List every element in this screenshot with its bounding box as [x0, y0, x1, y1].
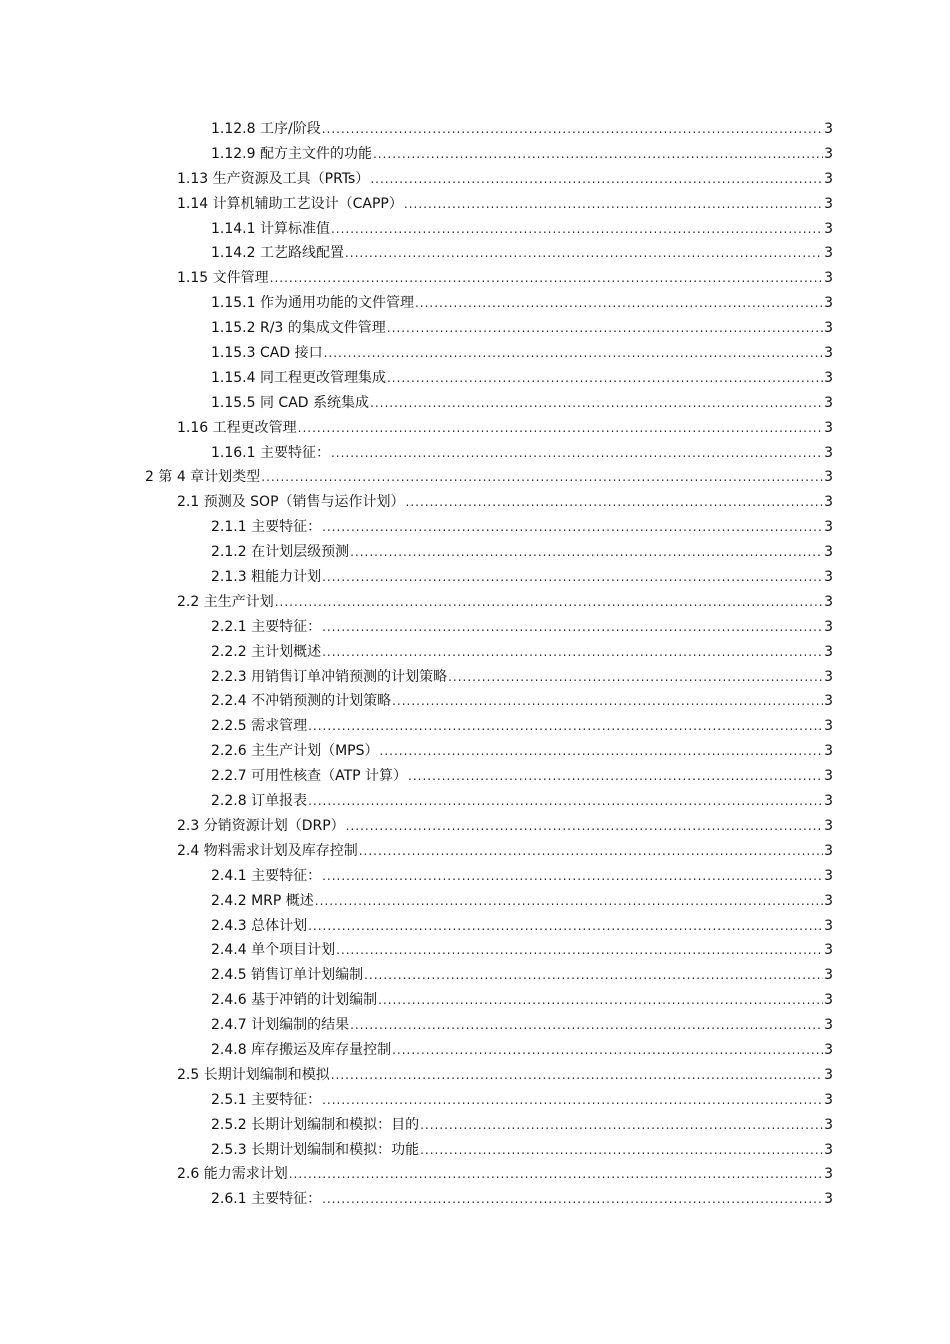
toc-entry-line	[211, 291, 833, 316]
dot-leader	[274, 590, 823, 615]
toc-entry-title: 能力需求计划	[203, 1166, 288, 1183]
dot-leader	[377, 988, 823, 1013]
toc-entry-number: 1.12.8	[211, 121, 256, 137]
toc-entry-line	[211, 1138, 833, 1163]
toc-entry-page-number: 3	[824, 145, 833, 162]
toc-entry-number: 2.3	[177, 817, 200, 834]
toc-entry[interactable]	[0, 291, 950, 316]
dot-leader	[405, 490, 824, 515]
toc-entry[interactable]	[0, 1063, 950, 1088]
toc-entry-title: 主要特征：	[251, 867, 322, 884]
toc-entry[interactable]	[0, 764, 950, 789]
dot-leader	[363, 963, 823, 988]
toc-entry-line	[211, 764, 833, 789]
dot-leader	[447, 665, 823, 690]
dot-leader	[349, 1013, 823, 1038]
toc-entry[interactable]	[0, 739, 950, 764]
toc-entry[interactable]	[0, 714, 950, 739]
toc-entry-page-number: 3	[824, 1041, 833, 1058]
toc-entry-title: 在计划层级预测	[251, 544, 350, 561]
toc-entry-line	[211, 117, 833, 142]
toc-entry-page-number: 3	[824, 369, 833, 386]
dot-leader	[321, 864, 823, 889]
toc-entry-line	[211, 316, 833, 341]
toc-entry-line	[177, 1063, 833, 1088]
toc-entry-page-number: 3	[824, 593, 833, 610]
toc-entry-line	[211, 142, 833, 167]
toc-entry-title: 配方主文件的功能	[259, 145, 372, 162]
toc-entry-title: 主计划概述	[251, 643, 322, 660]
toc-entry-line	[177, 490, 833, 515]
dot-leader	[288, 1162, 823, 1187]
toc-entry-number: 1.15.5	[211, 394, 256, 411]
toc-entry[interactable]	[0, 988, 950, 1013]
toc-entry-number: 2.4.5	[211, 967, 247, 984]
toc-entry-title: 主生产计划	[203, 593, 274, 610]
toc-entry-page-number: 3	[824, 942, 833, 959]
toc-entry-page-number: 3	[824, 1091, 833, 1108]
toc-entry-number: 2.4.1	[211, 867, 247, 884]
toc-entry-number: 2.4.4	[211, 942, 247, 959]
toc-entry-page-number: 3	[824, 1017, 833, 1034]
toc-entry-title: 基于冲销的计划编制	[251, 992, 378, 1009]
toc-entry-line	[211, 1088, 833, 1113]
toc-entry-title: 单个项目计划	[251, 942, 336, 959]
toc-entry[interactable]	[0, 889, 950, 914]
toc-entry-number: 2.2.7	[211, 768, 247, 785]
toc-entry-line	[211, 341, 833, 366]
table-of-contents	[0, 117, 950, 1212]
toc-entry-page-number: 3	[824, 245, 833, 262]
toc-entry-line	[211, 789, 833, 814]
toc-entry[interactable]	[0, 441, 950, 466]
toc-entry-number: 2.2.8	[211, 793, 247, 810]
toc-entry-page-number: 3	[824, 1066, 833, 1083]
toc-entry[interactable]	[0, 341, 950, 366]
toc-entry[interactable]	[0, 1162, 950, 1187]
toc-entry-line	[211, 540, 833, 565]
toc-entry-title: 文件管理	[212, 270, 269, 287]
toc-entry-title: 订单报表	[251, 793, 308, 810]
dot-leader	[335, 938, 823, 963]
toc-entry-line	[211, 1113, 833, 1138]
dot-leader	[358, 839, 823, 864]
toc-entry[interactable]	[0, 864, 950, 889]
toc-entry-title: 长期计划编制和模拟：目的	[251, 1116, 420, 1133]
toc-entry[interactable]	[0, 814, 950, 839]
toc-entry-page-number: 3	[824, 892, 833, 909]
dot-leader	[344, 241, 823, 266]
toc-entry-number: 2.4	[177, 842, 200, 859]
toc-entry-title: 库存搬运及库存量控制	[251, 1041, 392, 1058]
toc-entry-title: 计算标准值	[259, 220, 330, 237]
toc-entry-title: 需求管理	[251, 718, 308, 735]
toc-entry[interactable]	[0, 266, 950, 291]
toc-entry-title: 第 4 章计划类型	[158, 469, 261, 486]
toc-entry-line	[177, 839, 833, 864]
toc-entry[interactable]	[0, 640, 950, 665]
toc-entry-number: 2.1.2	[211, 544, 247, 561]
toc-entry-number: 1.15.3	[211, 345, 256, 362]
toc-entry-number: 2.5.2	[211, 1116, 247, 1133]
toc-entry-line	[211, 889, 833, 914]
toc-entry-number: 2.2.2	[211, 643, 247, 660]
toc-entry-line	[211, 366, 833, 391]
toc-entry[interactable]	[0, 465, 950, 490]
toc-entry-number: 2.4.7	[211, 1017, 247, 1034]
toc-entry-title: 工序/阶段	[259, 121, 321, 137]
toc-entry-line	[177, 416, 833, 441]
toc-entry[interactable]	[0, 590, 950, 615]
toc-entry-line	[211, 441, 833, 466]
toc-entry-line	[211, 1187, 833, 1212]
dot-leader	[369, 167, 823, 192]
toc-entry-line	[211, 640, 833, 665]
toc-entry-number: 2.2.4	[211, 693, 247, 710]
toc-entry-number: 2.2.5	[211, 718, 247, 735]
toc-entry-number: 2.6.1	[211, 1191, 247, 1208]
toc-entry-page-number: 3	[824, 693, 833, 710]
toc-entry-page-number: 3	[824, 295, 833, 312]
dot-leader	[419, 1113, 823, 1138]
toc-entry-title: 销售订单计划编制	[251, 967, 364, 984]
toc-entry-number: 1.15.1	[211, 295, 256, 312]
toc-entry-title: 不冲销预测的计划策略	[251, 693, 392, 710]
toc-entry-title: 粗能力计划	[251, 569, 322, 586]
toc-entry-line	[177, 1162, 833, 1187]
dot-leader	[260, 465, 823, 490]
dot-leader	[307, 789, 823, 814]
dot-leader	[386, 316, 823, 341]
toc-entry[interactable]	[0, 167, 950, 192]
toc-entry[interactable]	[0, 839, 950, 864]
dot-leader	[403, 192, 823, 217]
toc-entry[interactable]	[0, 914, 950, 939]
toc-entry-title: MRP 概述	[251, 892, 314, 909]
toc-entry-number: 2.5.3	[211, 1141, 247, 1158]
dot-leader	[314, 889, 823, 914]
dot-leader	[330, 441, 823, 466]
toc-entry-page-number: 3	[824, 817, 833, 834]
toc-entry-number: 2.4.8	[211, 1041, 247, 1058]
dot-leader	[330, 1063, 823, 1088]
toc-entry[interactable]	[0, 391, 950, 416]
toc-entry-line	[211, 988, 833, 1013]
toc-entry-line	[145, 465, 833, 490]
toc-entry-number: 2.5.1	[211, 1091, 247, 1108]
toc-entry-page-number: 3	[824, 618, 833, 635]
toc-entry-page-number: 3	[824, 967, 833, 984]
toc-entry-page-number: 3	[824, 419, 833, 436]
toc-entry[interactable]	[0, 366, 950, 391]
toc-entry-title: 长期计划编制和模拟	[203, 1066, 330, 1083]
toc-entry-title: 同 CAD 系统集成	[259, 394, 370, 411]
dot-leader	[323, 341, 824, 366]
dot-leader	[321, 640, 823, 665]
dot-leader	[379, 739, 824, 764]
toc-entry[interactable]	[0, 1038, 950, 1063]
toc-entry-number: 1.15	[177, 270, 209, 287]
toc-entry[interactable]	[0, 241, 950, 266]
dot-leader	[307, 714, 823, 739]
toc-entry-number: 2.1.1	[211, 519, 247, 536]
toc-entry-number: 2.1.3	[211, 569, 247, 586]
toc-entry-number: 2.2.1	[211, 618, 247, 635]
toc-entry-title: 可用性核查（ATP 计算）	[251, 768, 408, 785]
toc-entry-page-number: 3	[824, 544, 833, 561]
dot-leader	[345, 814, 823, 839]
toc-entry-line	[177, 266, 833, 291]
toc-entry-number: 1.12.9	[211, 145, 256, 162]
toc-entry-title: 计划编制的结果	[251, 1017, 350, 1034]
toc-entry[interactable]	[0, 142, 950, 167]
toc-entry-number: 2.4.2	[211, 892, 247, 909]
toc-entry-title: 主要特征：	[251, 519, 322, 536]
toc-entry-title: 工程更改管理	[212, 419, 297, 436]
dot-leader	[391, 689, 823, 714]
toc-entry-number: 1.13	[177, 170, 209, 187]
toc-entry-line	[177, 814, 833, 839]
toc-entry-title: 总体计划	[251, 917, 308, 934]
dot-leader	[349, 540, 823, 565]
toc-entry-page-number: 3	[824, 768, 833, 785]
toc-entry[interactable]	[0, 1113, 950, 1138]
dot-leader	[321, 565, 823, 590]
toc-entry-line	[211, 1013, 833, 1038]
toc-entry-line	[211, 217, 833, 242]
toc-entry-number: 2	[145, 469, 154, 486]
toc-entry-title: 主生产计划（MPS）	[251, 743, 379, 760]
toc-entry-line	[211, 739, 833, 764]
dot-leader	[330, 217, 823, 242]
toc-entry-page-number: 3	[824, 1116, 833, 1133]
toc-entry-title: 作为通用功能的文件管理	[259, 295, 414, 312]
toc-entry-page-number: 3	[824, 195, 833, 212]
toc-entry-line	[211, 565, 833, 590]
dot-leader	[369, 391, 823, 416]
dot-leader	[419, 1138, 823, 1163]
toc-entry[interactable]	[0, 540, 950, 565]
toc-entry-title: 生产资源及工具（PRTs）	[212, 170, 370, 187]
toc-entry-number: 2.2.3	[211, 668, 247, 685]
toc-entry[interactable]	[0, 963, 950, 988]
toc-entry-title: 主要特征：	[251, 618, 322, 635]
toc-entry-page-number: 3	[824, 469, 833, 486]
toc-entry[interactable]	[0, 665, 950, 690]
toc-entry[interactable]	[0, 789, 950, 814]
toc-entry[interactable]	[0, 1138, 950, 1163]
toc-entry-page-number: 3	[824, 1191, 833, 1208]
toc-entry-page-number: 3	[824, 668, 833, 685]
toc-entry-page-number: 3	[824, 444, 833, 461]
toc-entry-number: 1.15.2	[211, 320, 256, 337]
toc-entry-title: 工艺路线配置	[259, 245, 344, 262]
toc-entry-line	[177, 167, 833, 192]
toc-entry-page-number: 3	[824, 992, 833, 1009]
toc-entry-number: 2.2.6	[211, 743, 247, 760]
toc-entry[interactable]	[0, 117, 950, 142]
toc-entry-line	[211, 714, 833, 739]
dot-leader	[391, 1038, 823, 1063]
dot-leader	[372, 142, 823, 167]
toc-entry-line	[211, 689, 833, 714]
toc-entry-number: 1.14.2	[211, 245, 256, 262]
dot-leader	[386, 366, 823, 391]
toc-entry-title: 计算机辅助工艺设计（CAPP）	[212, 195, 403, 212]
toc-entry[interactable]	[0, 938, 950, 963]
toc-entry-number: 2.4.3	[211, 917, 247, 934]
toc-entry-page-number: 3	[824, 569, 833, 586]
toc-entry[interactable]	[0, 1187, 950, 1212]
toc-entry-line	[177, 192, 833, 217]
dot-leader	[321, 1187, 823, 1212]
toc-entry-page-number: 3	[824, 270, 833, 287]
toc-entry-page-number: 3	[824, 643, 833, 660]
toc-entry-title: 主要特征：	[259, 444, 330, 461]
dot-leader	[321, 615, 823, 640]
toc-entry[interactable]	[0, 515, 950, 540]
toc-entry-number: 1.16.1	[211, 444, 256, 461]
toc-entry-line	[211, 938, 833, 963]
toc-entry-title: 同工程更改管理集成	[259, 369, 386, 386]
dot-leader	[321, 117, 823, 142]
toc-entry-line	[211, 1038, 833, 1063]
toc-entry-title: 用销售订单冲销预测的计划策略	[251, 668, 448, 685]
toc-entry-title: R/3 的集成文件管理	[259, 320, 386, 337]
toc-entry-title: 物料需求计划及库存控制	[203, 842, 358, 859]
toc-entry[interactable]	[0, 192, 950, 217]
toc-entry-number: 2.6	[177, 1166, 200, 1183]
toc-entry-line	[211, 515, 833, 540]
toc-entry-number: 1.15.4	[211, 369, 256, 386]
toc-entry-page-number: 3	[824, 320, 833, 337]
dot-leader	[321, 1088, 823, 1113]
toc-entry-page-number: 3	[824, 842, 833, 859]
dot-leader	[307, 914, 823, 939]
toc-entry-page-number: 3	[824, 917, 833, 934]
toc-entry-title: CAD 接口	[259, 345, 323, 362]
toc-entry-page-number: 3	[824, 345, 833, 362]
toc-entry-page-number: 3	[824, 394, 833, 411]
toc-entry[interactable]	[0, 1013, 950, 1038]
toc-entry-line	[211, 864, 833, 889]
toc-entry-title: 分销资源计划（DRP）	[203, 817, 345, 834]
toc-entry-line	[211, 391, 833, 416]
dot-leader	[414, 291, 823, 316]
toc-entry-page-number: 3	[824, 793, 833, 810]
toc-entry-page-number: 3	[824, 170, 833, 187]
dot-leader	[297, 416, 823, 441]
toc-entry-page-number: 3	[824, 718, 833, 735]
toc-entry-line	[211, 665, 833, 690]
dot-leader	[321, 515, 823, 540]
toc-entry-number: 2.4.6	[211, 992, 247, 1009]
toc-entry-title: 主要特征：	[251, 1191, 322, 1208]
toc-entry-page-number: 3	[824, 220, 833, 237]
toc-entry-title: 主要特征：	[251, 1091, 322, 1108]
toc-entry-page-number: 3	[824, 121, 833, 137]
toc-entry-page-number: 3	[824, 1166, 833, 1183]
toc-entry-title: 预测及 SOP（销售与运作计划）	[203, 494, 405, 511]
toc-entry-line	[211, 615, 833, 640]
toc-entry-number: 1.16	[177, 419, 209, 436]
dot-leader	[407, 764, 823, 789]
toc-entry-number: 1.14	[177, 195, 209, 212]
dot-leader	[269, 266, 823, 291]
toc-entry-page-number: 3	[824, 519, 833, 536]
toc-entry-number: 1.14.1	[211, 220, 256, 237]
toc-entry-line	[211, 963, 833, 988]
toc-entry-number: 2.2	[177, 593, 200, 610]
toc-entry-title: 长期计划编制和模拟：功能	[251, 1141, 420, 1158]
toc-entry-page-number: 3	[824, 867, 833, 884]
toc-entry[interactable]	[0, 615, 950, 640]
toc-entry-page-number: 3	[824, 743, 833, 760]
toc-entry[interactable]	[0, 490, 950, 515]
toc-entry[interactable]	[0, 416, 950, 441]
toc-entry-number: 2.1	[177, 494, 200, 511]
toc-entry[interactable]	[0, 689, 950, 714]
toc-entry[interactable]	[0, 565, 950, 590]
toc-entry[interactable]	[0, 1088, 950, 1113]
toc-entry-line	[177, 590, 833, 615]
toc-entry[interactable]	[0, 217, 950, 242]
toc-entry-page-number: 3	[824, 1141, 833, 1158]
toc-entry-line	[211, 241, 833, 266]
toc-entry[interactable]	[0, 316, 950, 341]
toc-entry-page-number: 3	[824, 494, 833, 511]
toc-entry-line	[211, 914, 833, 939]
toc-entry-number: 2.5	[177, 1066, 200, 1083]
